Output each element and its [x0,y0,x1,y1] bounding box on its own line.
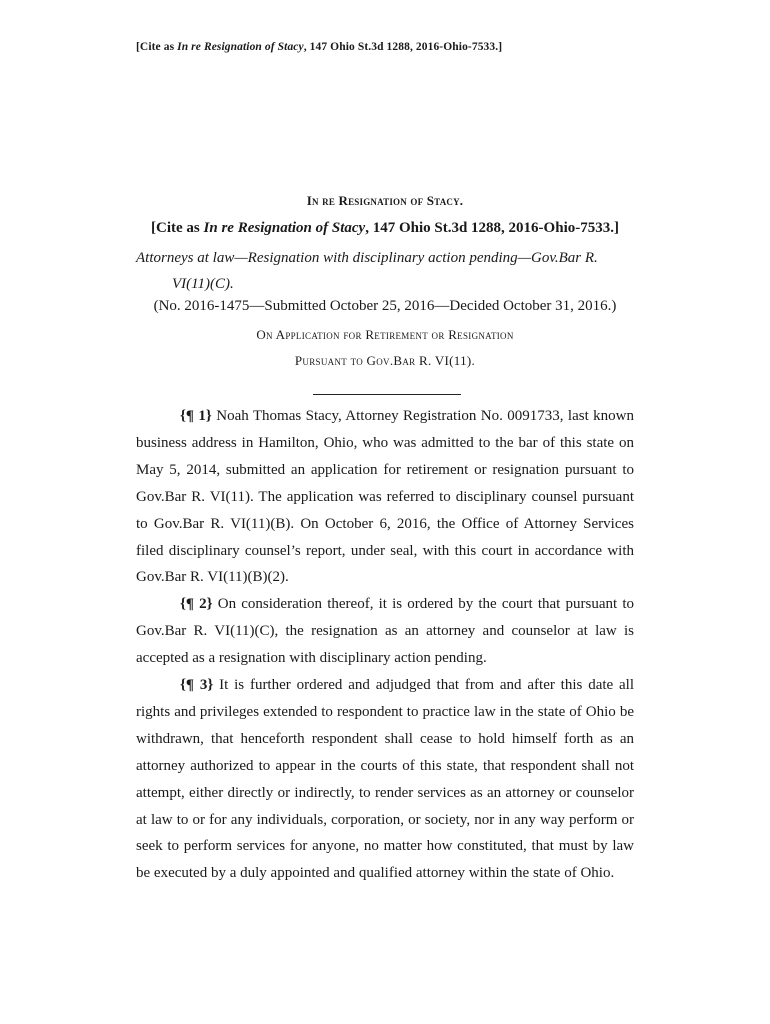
separator-rule [313,394,461,395]
running-head-case-name: In re Resignation of Stacy [177,41,304,53]
running-head-prefix: [Cite as [136,41,178,53]
case-title: In re Resignation of Stacy. [306,193,464,208]
paragraph-2-mark: {¶ 2} [180,596,213,612]
application-line-1: On Application for Retirement or Resignation [256,327,514,342]
headnote [136,245,634,297]
citation-suffix: , 147 Ohio St.3d 1288, 2016-Ohio-7533.] [365,220,619,236]
paragraph-3 [136,672,634,887]
docket-line: (No. 2016-1475—Submitted October 25, 2016—Decided October 31, 2016.) [153,298,617,314]
running-head-suffix: , 147 Ohio St.3d 1288, 2016-Ohio-7533.] [303,41,503,53]
paragraph-1-mark: {¶ 1} [180,408,212,424]
paragraph-3-mark: {¶ 3} [180,677,214,693]
citation-line [136,220,634,237]
paragraph-3-text: It is further ordered and adjudged that from and after this date all rights and privileges extended to respondent to practice law in the state of Ohio be withdrawn, that henceforth respondent shall cease to hold himself forth as an attorney authorized to appear in the courts of this state, that respondent shall not attempt, either directly or indirectly, to render services as an attorney or counselor at law to or for any individuals, corporation, or society, nor in any way perform or seek to perform services for anyone, no matter how constituted, that must by law be executed by a duly appointed and qualified attorney within the state of Ohio. [136,677,635,882]
paragraph-2 [136,591,634,672]
application-line-2: Pursuant to Gov.Bar R. VI(11). [294,353,476,368]
paragraph-1 [136,403,634,591]
paragraph-2-text: On consideration thereof, it is ordered by the court that pursuant to Gov.Bar R. VI(11)(C), the resignation as an attorney and counselor at law is accepted as a resignation with disciplinary action pending. [136,596,634,666]
headnote-line-2: VI(11)(C). [172,276,234,292]
headnote-line-1: Attorneys at law—Resignation with disciplinary action pending—Gov.Bar R. [136,250,598,266]
citation-prefix: [Cite as [151,220,204,236]
citation-case-name: In re Resignation of Stacy [203,220,366,236]
paragraph-1-text: Noah Thomas Stacy, Attorney Registration No. 0091733, last known business address in Hamilton, Ohio, who was admitted to the bar of this state on May 5, 2014, submitted an application for retirement or resignation pursuant to Gov.Bar R. VI(11). The application was referred to disciplinary counsel pursuant to Gov.Bar R. VI(11)(B). On October 6, 2016, the Office of Attorney Services filed disciplinary counsel’s report, under seal, with this court in accordance with Gov.Bar R. VI(11)(B)(2). [136,408,634,586]
running-head [136,41,502,53]
